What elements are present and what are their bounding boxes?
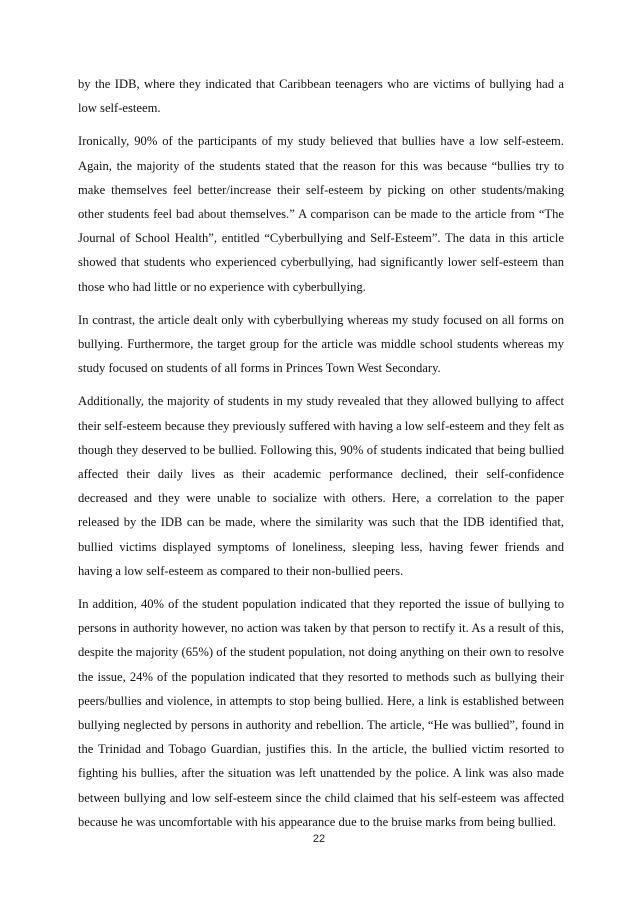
paragraph-5: In addition, 40% of the student population indicated that they reported the issue of bullying to persons in authority however, no action was taken by that person to rectify it. As a result of this, despite the majority (65%) of the student population, not doing anything on their own to resolve the issue, 24% of the population indicated that they resorted to methods such as bullying their peers/bullies and violence, in attempts to stop being bullied. Here, a link is established between bullying neglected by persons in authority and rebellion. The article, “He was bullied”, found in the Trinidad and Tobago Guardian, justifies this. In the article, the bullied victim resorted to fighting his bullies, after the situation was left unattended by the police. A link was also made between bullying and low self-esteem since the child claimed that his self-esteem was affected because he was uncomfortable with his appearance due to the bruise marks from being bullied. bbox=[78, 597, 564, 829]
body-text bbox=[78, 72, 564, 843]
paragraph-1: by the IDB, where they indicated that Caribbean teenagers who are victims of bullying had a low self-esteem. bbox=[78, 77, 564, 116]
paragraph-3: In contrast, the article dealt only with cyberbullying whereas my study focused on all forms on bullying. Furthermore, the target group for the article was middle school students whereas my study focused on students of all forms in Princes Town West Secondary. bbox=[78, 312, 564, 376]
paragraph-4: Additionally, the majority of students in my study revealed that they allowed bullying to affect their self-esteem because they previously suffered with having a low self-esteem and they felt as though they deserved to be bullied. Following this, 90% of students indicated that being bullied affected their daily lives as their academic performance declined, their self-confidence decreased and they were unable to socialize with others. Here, a correlation to the paper released by the IDB can be made, where the similarity was such that the IDB identified that, bullied victims displayed symptoms of loneliness, sleeping less, having fewer friends and having a low self-esteem as compared to their non-bullied peers. bbox=[78, 394, 564, 578]
paragraph-2: Ironically, 90% of the participants of my study believed that bullies have a low self-esteem. Again, the majority of the students stated that the reason for this was because “bullies try to make themselves feel better/increase their self-esteem by picking on other students/making other students feel bad about themselves.” A comparison can be made to the article from “The Journal of School Health”, entitled “Cyberbullying and Self-Esteem”. The data in this article showed that students who experienced cyberbullying, had significantly lower self-esteem than those who had little or no experience with cyberbullying. bbox=[78, 134, 564, 294]
page-number: 22 bbox=[312, 833, 326, 845]
